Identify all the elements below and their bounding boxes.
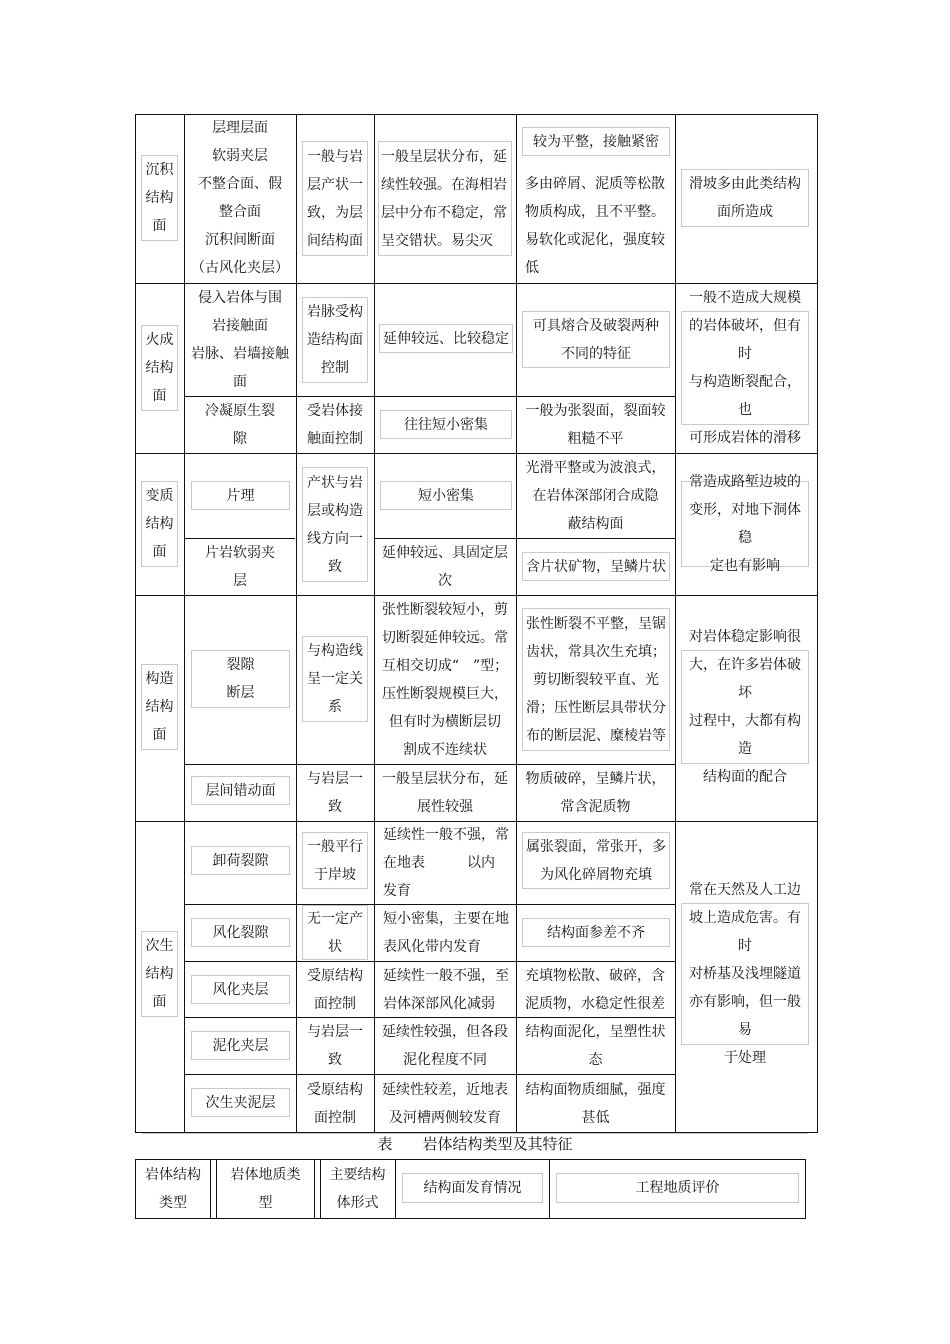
col-divider <box>296 114 297 1133</box>
header-cell: 主要结构 体形式 <box>329 1167 386 1211</box>
occurrence-cell: 受原结构 面控制 <box>307 967 363 1012</box>
features-cell: 张性断裂不平整，呈锯 齿状，常具次生充填； 剪切断裂较平直、光 滑；压性断层具带状分 布的断层泥、糜棱岩等 <box>522 608 670 751</box>
forms-cell: 次生夹泥层 <box>191 1088 290 1117</box>
occurrence-cell: 与岩层一 致 <box>307 1024 363 1068</box>
type-cell: 次生 结构 面 <box>141 931 178 1017</box>
extension-cell: 延伸较远、具固定层 次 <box>382 545 508 589</box>
evaluation-cell: 常造成路堑边坡的 变形，对地下洞体稳 定也有影响 <box>681 481 809 567</box>
header-cell: 岩体结构 类型 <box>145 1167 201 1211</box>
col-divider <box>395 1159 396 1219</box>
features-cell: 充填物松散、破碎，含 泥质物，水稳定性很差 <box>525 967 665 1012</box>
header-cell: 岩体地质类 型 <box>230 1167 301 1211</box>
type-cell: 构造 结构 面 <box>141 664 178 750</box>
evaluation-cell: 滑坡多由此类结构 面所造成 <box>681 169 809 227</box>
features-cell: 较为平整，接触紧密 <box>522 127 670 156</box>
features-cell: 含片状矿物，呈鳞片状 <box>522 552 670 581</box>
forms-cell: 片理 <box>191 481 290 510</box>
extension-cell: 一般呈层状分布，延 续性较强。在海相岩 层中分布不稳定，常 呈交错状。易尖灭 <box>378 141 512 256</box>
col-divider <box>374 114 375 1133</box>
forms-cell: 风化裂隙 <box>191 918 290 947</box>
occurrence-cell: 一般与岩 层产状一 致，为层 间结构面 <box>302 141 368 256</box>
features-cell: 光滑平整或为波浪式， 在岩体深部闭合成隐 蔽结构面 <box>525 459 666 532</box>
occurrence-cell: 无一定产 状 <box>302 905 368 960</box>
type-cell: 火成 结构 面 <box>141 325 178 411</box>
type-cell: 沉积 结构 面 <box>141 155 178 241</box>
col-divider <box>549 1159 550 1219</box>
occurrence-cell: 与岩层一 致 <box>307 771 363 815</box>
col-divider <box>516 114 517 1133</box>
extension-cell: 短小密集 <box>380 481 512 510</box>
forms-cell: 卸荷裂隙 <box>191 846 290 875</box>
extension-cell: 延续性较强，但各段 泥化程度不同 <box>382 1024 508 1068</box>
col-divider <box>675 114 676 1133</box>
header-cell: 工程地质评价 <box>556 1173 799 1203</box>
col-divider <box>314 1159 315 1219</box>
extension-cell: 延伸较远、比较稳定 <box>379 324 513 353</box>
evaluation-cell: 一般不造成大规模 的岩体破坏，但有时 与构造断裂配合，也 可形成岩体的滑移 <box>681 311 809 425</box>
extension-cell: 延续性较差，近地表 及河槽两侧较发育 <box>382 1081 508 1126</box>
extension-cell: 一般呈层状分布，延 展性较强 <box>382 771 508 815</box>
row-divider <box>135 453 818 454</box>
extension-cell: 延续性一般不强，至 岩体深部风化减弱 <box>383 967 509 1012</box>
features-cell: 可具熔合及破裂两种 不同的特征 <box>522 311 670 368</box>
forms-cell: 片岩软弱夹 层 <box>205 545 275 589</box>
extension-cell: 短小密集，主要在地 表风化带内发育 <box>383 911 509 955</box>
occurrence-cell: 受原结构 面控制 <box>307 1081 363 1126</box>
extension-cell: 张性断裂较短小，剪 切断裂延伸较远。常 互相交切成“ ”型； 压性断裂规模巨大， 但有时为横断层切 割成不连续状 <box>381 601 509 758</box>
type-cell: 变质 结构 面 <box>141 481 178 567</box>
forms-cell: 泥化夹层 <box>191 1031 290 1060</box>
extension-cell: 往往短小密集 <box>380 410 512 439</box>
forms-cell: 风化夹层 <box>191 975 290 1004</box>
features-cell: 多由碎屑、泥质等松散 物质构成，且不平整。 易软化或泥化，强度较 低 <box>525 176 665 276</box>
forms-cell: 层理层面 软弱夹层 不整合面、假 整合面 沉积间断面 （古风化夹层） <box>191 120 289 276</box>
forms-cell: 层间错动面 <box>191 776 290 805</box>
forms-cell: 裂隙 断层 <box>191 650 290 708</box>
col-divider <box>210 1159 211 1219</box>
evaluation-cell: 常在天然及人工边 坡上造成危害。有时 对桥基及浅埋隧道 亦有影响，但一般易 于处理 <box>681 903 809 1045</box>
col-divider <box>184 114 185 1133</box>
occurrence-cell: 受岩体接 触面控制 <box>307 403 363 447</box>
occurrence-cell: 与构造线 呈一定关 系 <box>302 636 368 722</box>
evaluation-cell: 对岩体稳定影响很 大，在许多岩体破坏 过程中，大都有构造 结构面的配合 <box>681 650 809 764</box>
features-cell: 结构面物质细腻，强度 甚低 <box>525 1081 666 1126</box>
col-divider <box>216 1159 217 1219</box>
header-cell: 结构面发育情况 <box>402 1173 543 1203</box>
features-cell: 属张裂面，常张开，多 为风化碎屑物充填 <box>522 832 670 889</box>
features-cell: 一般为张裂面，裂面较 粗糙不平 <box>525 403 666 447</box>
forms-cell: 侵入岩体与围 岩接触面 岩脉、岩墙接触 面 <box>191 290 289 390</box>
occurrence-cell: 产状与岩 层或构造 线方向一 致 <box>302 467 368 582</box>
features-cell: 结构面泥化，呈塑性状 态 <box>525 1024 666 1068</box>
forms-cell: 冷凝原生裂 隙 <box>205 403 275 447</box>
extension-cell: 延续性一般不强，常 在地表 以内 发育 <box>383 827 509 899</box>
occurrence-cell: 岩脉受构 造结构面 控制 <box>302 297 368 383</box>
features-cell: 物质破碎，呈鳞片状， 常含泥质物 <box>525 771 666 815</box>
features-cell: 结构面参差不齐 <box>522 918 670 947</box>
occurrence-cell: 一般平行 于岸坡 <box>302 832 368 889</box>
table-caption: 表 岩体结构类型及其特征 <box>377 1135 573 1153</box>
